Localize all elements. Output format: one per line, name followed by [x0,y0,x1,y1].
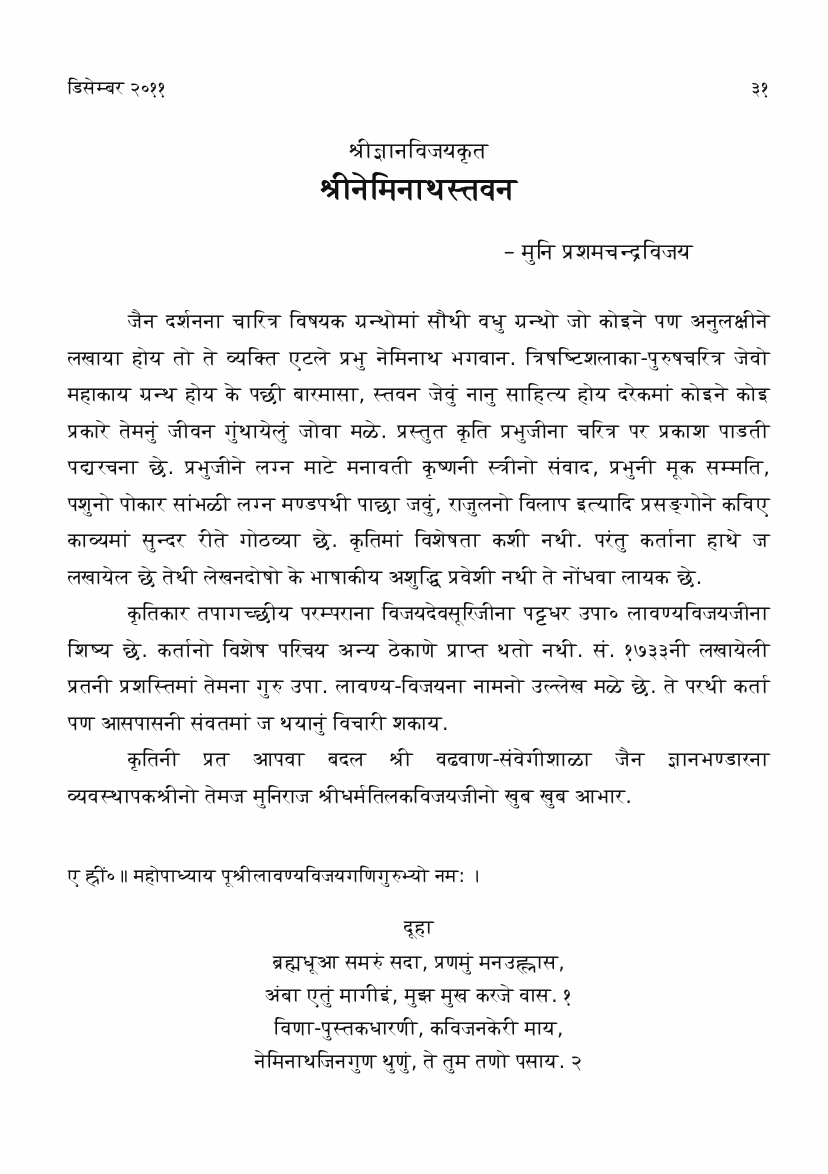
paragraph: कृतिकार तपागच्छीय परम्पराना विजयदेवसूरिजीना पट्टधर उपा० लावण्यविजयजीना शिष्य छे. कर्तानो विशेष परिचय अन्य ठेकाणे प्राप्त थतो नथी. सं. १७३३नी लखायेली प्रतनी प्रशस्तिमां तेमना गुरु उपा. लावण्य-विजयना नामनो उल्लेख मळे छे. ते परथी कर्ता पण आसपासनी संवतमां ज थयानुं विचारी शकाय. [68,601,770,735]
verse-line: अंबा एतुं मागीइं, मुझ मुख करजे वास. १ [265,983,573,1007]
verse-heading: दूहा [404,915,434,939]
title-superscript: श्रीज्ञानविजयकृत [349,139,489,164]
running-head [68,78,770,108]
verse-line: ब्रह्मधूआ समरुं सदा, प्रणमुं मनउह्लास, [273,950,565,974]
verse-line: विणा-पुस्तकधारणी, कविजनकेरी माय, [274,1016,564,1040]
paragraph: जैन दर्शनना चारित्र विषयक ग्रन्थोमां सौथी वधु ग्रन्थो जो कोइने पण अनुलक्षीने लखाया होय तो ते व्यक्ति एटले प्रभु नेमिनाथ भगवान. त्रिषष्टिशलाका-पुरुषचरित्र जेवो महाकाय ग्रन्थ होय के पछी बारमासा, स्तवन जेवुं नानु साहित्य होय दरेकमां कोइने कोइ प्रकारे तेमनुं जीवन गुंथायेलुं जोवा मळे. प्रस्तुत कृति प्रभुजीना चरित्र पर प्रकाश पाडती पद्यरचना छे. प्रभुजीने लग्न माटे मनावती कृष्णनी स्त्रीनो संवाद, प्रभुनी मूक सम्मति, पशुनो पोकार सांभळी लग्न मण्डपथी पाछा जवुं, राजुलनो विलाप इत्यादि प्रसङ्गोने कविए काव्यमां सुन्दर रीते गोठव्या छे. कृतिमां विशेषता कशी नथी. परंतु कर्ताना हाथे ज लखायेल छे तेथी लेखनदोषो के भाषाकीय अशुद्धि प्रवेशी नथी ते नोंधवा लायक छे. [68,309,770,589]
invocation-line: ए ह्रीं०॥ महोपाध्याय पूश्रीलावण्यविजयगणिगुरुभ्यो नम: । [68,866,480,887]
verse-section [68,912,770,1078]
verse-line-list [68,946,770,1078]
page-number: ३१ [752,78,770,99]
running-head-issue: डिसेम्बर २०११ [68,78,167,99]
verse-line: नेमिनाथजिनगुण थुणुं, ते तुम तणो पसाय. २ [254,1049,584,1073]
title-block [68,138,770,208]
paragraph: कृतिनी प्रत आपवा बदल श्री वढवाण-संवेगीशाळा जैन ज्ञानभण्डारना व्यवस्थापकश्रीनो तेमज मुनिराज श्रीधर्मतिलकविजयजीनो खुब खुब आभार. [68,747,770,808]
body-text [68,303,770,814]
author-byline: – मुनि प्रशमचन्द्रविजय [503,240,693,265]
page-title: श्रीनेमिनाथस्तवन [321,171,517,207]
